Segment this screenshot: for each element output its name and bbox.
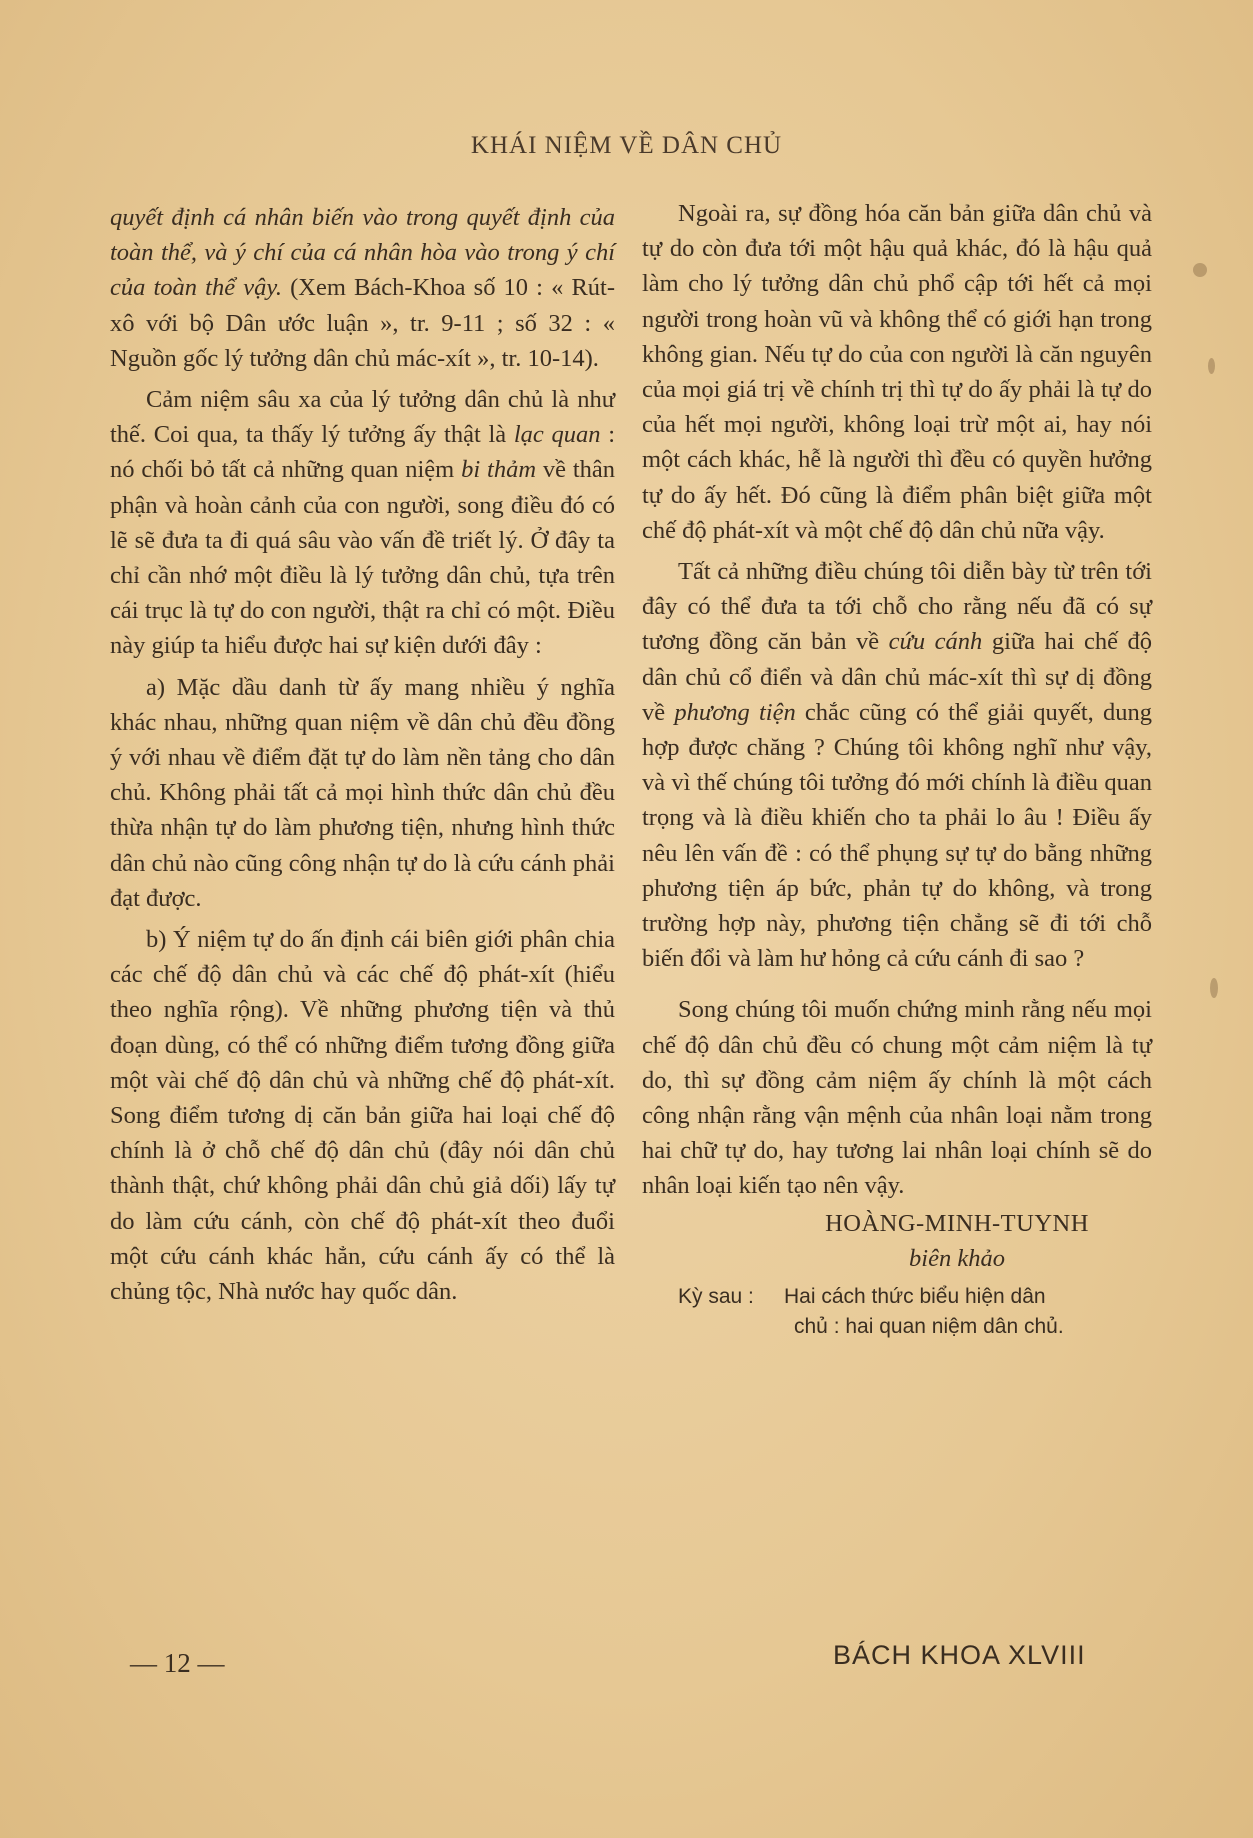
next-issue-note — [642, 1282, 1152, 1342]
next-issue-text: Hai cách thức biểu hiện dân — [784, 1285, 1046, 1309]
emphasis: cứu cánh — [888, 628, 983, 656]
publication-title: BÁCH KHOA XLVIII — [833, 1640, 1086, 1670]
emphasis: phương tiện — [674, 698, 796, 726]
paragraph: Song chúng tôi muốn chứng minh rằng nếu mọi chế độ dân chủ đều có chung một cảm niệm là tự do, thì sự đồng cảm niệm ấy chính là một cách công nhận rằng vận mệnh của nhân loại nằm trong hai chữ tự do, hay tương lai nhân loại chính sẽ do nhân loại kiến tạo nên vậy. — [642, 996, 1152, 1200]
paragraph — [642, 554, 1152, 976]
next-issue-line — [642, 1282, 1152, 1312]
text-run: chắc cũng có thể giải quyết, dung hợp được chăng ? Chúng tôi không nghĩ như vậy, và vì thế chúng tôi tưởng đó mới chính là điều quan trọng và là điều khiến cho ta phải lo âu ! Điều ấy nêu lên vấn đề : có thể phụng sự tự do bằng những phương tiện áp bức, phản tự do không, và trong trường hợp này, phương tiện chẳng sẽ đi tới chỗ biến đổi và làm hư hỏng cả cứu cánh đi sao ? — [642, 698, 1152, 973]
paper-stain — [1193, 263, 1207, 277]
text-run: giữa hai chế độ dân chủ cổ điển và dân chủ mác-xít thì sự dị đồng về — [642, 628, 1153, 726]
paragraph: a) Mặc dầu danh từ ấy mang nhiều ý nghĩa khác nhau, những quan niệm về dân chủ đều đồng ý với nhau về điểm đặt tự do làm nền tảng cho dân chủ. Không phải tất cả mọi hình thức dân chủ đều thừa nhận tự do làm phương tiện, nhưng hình thức dân chủ nào cũng công nhận tự do là cứu cánh phải đạt được. — [110, 673, 615, 912]
next-issue-line: chủ : hai quan niệm dân chủ. — [794, 1315, 1064, 1339]
left-column — [110, 200, 615, 1309]
paragraph: Ngoài ra, sự đồng hóa căn bản giữa dân chủ và tự do còn đưa tới một hậu quả khác, đó là hậu quả làm cho lý tưởng dân chủ phổ cập tới hết cả mọi người trong hoàn vũ và không thể có giới hạn trong không gian. Nếu tự do của con người là căn nguyên của mọi giá trị về chính trị thì tự do ấy phải là tự do của hết mọi người, không loại trừ một ai, hay nói một cách khác, hễ là người thì đều có quyền hưởng tự do ấy hết. Đó cũng là điểm phân biệt giữa một chế độ phát-xít và một chế độ dân chủ nữa vậy. — [642, 200, 1152, 544]
reference-text: (Xem Bách-Khoa số 10 : « Rút-xô với bộ Dân ước luận », tr. 9-11 ; số 32 : « Nguồn gốc lý tưởng dân chủ mác-xít », tr. 10-14). — [110, 274, 616, 372]
emphasis: lạc quan — [513, 421, 601, 449]
running-header: KHÁI NIỆM VỀ DÂN CHỦ — [470, 132, 783, 159]
next-issue-label: Kỳ sau : — [678, 1285, 754, 1309]
page-number: — 12 — — [130, 1648, 225, 1678]
right-column — [642, 196, 1152, 1342]
paragraph — [110, 382, 615, 664]
text-run: : nó chối bỏ tất cả những quan niệm — [110, 421, 616, 484]
text-run: Cảm niệm sâu xa của lý tưởng dân chủ là như thế. Coi qua, ta thấy lý tưởng ấy thật là — [110, 386, 615, 449]
text-run: về thân phận và hoàn cảnh của con người, song điều đó có lẽ sẽ đưa ta đi quá sâu vào vấn đề triết lý. Ở đây ta chỉ cần nhớ một điều là lý tưởng dân chủ, tựa trên cái trục là tự do con người, thật ra chỉ có một. Điều này giúp ta hiểu được hai sự kiện dưới đây : — [110, 456, 616, 660]
text-run: Tất cả những điều chúng tôi diễn bày từ trên tới đây có thể đưa ta tới chỗ cho rằng nếu đã có sự tương đồng căn bản về — [642, 558, 1152, 656]
emphasis: bi thảm — [461, 456, 537, 484]
author-name: HOÀNG-MINH-TUYNH — [825, 1209, 1089, 1237]
author-role: biên khảo — [909, 1244, 1005, 1272]
paragraph — [110, 200, 615, 376]
paragraph: b) Ý niệm tự do ấn định cái biên giới phân chia các chế độ dân chủ và các chế độ phát-xít (hiểu theo nghĩa rộng). Về những phương tiện và thủ đoạn dùng, có thể có những điểm tương đồng giữa một vài chế độ dân chủ và những chế độ phát-xít. Song điểm tương dị căn bản giữa hai loại chế độ chính là ở chỗ chế độ dân chủ (đây nói dân chủ thành thật, chứ không phải dân chủ giả dối) lấy tự do làm cứu cánh, còn chế độ phát-xít theo đuổi một cứu cánh khác hẳn, cứu cánh ấy có thể là chủng tộc, Nhà nước hay quốc dân. — [110, 926, 615, 1306]
italic-quote: quyết định cá nhân biến vào trong quyết định của toàn thể, và ý chí của cá nhân hòa vào trong ý chí của toàn thể vậy. — [110, 204, 615, 302]
paper-stain — [1208, 358, 1215, 374]
paper-stain — [1210, 978, 1218, 998]
